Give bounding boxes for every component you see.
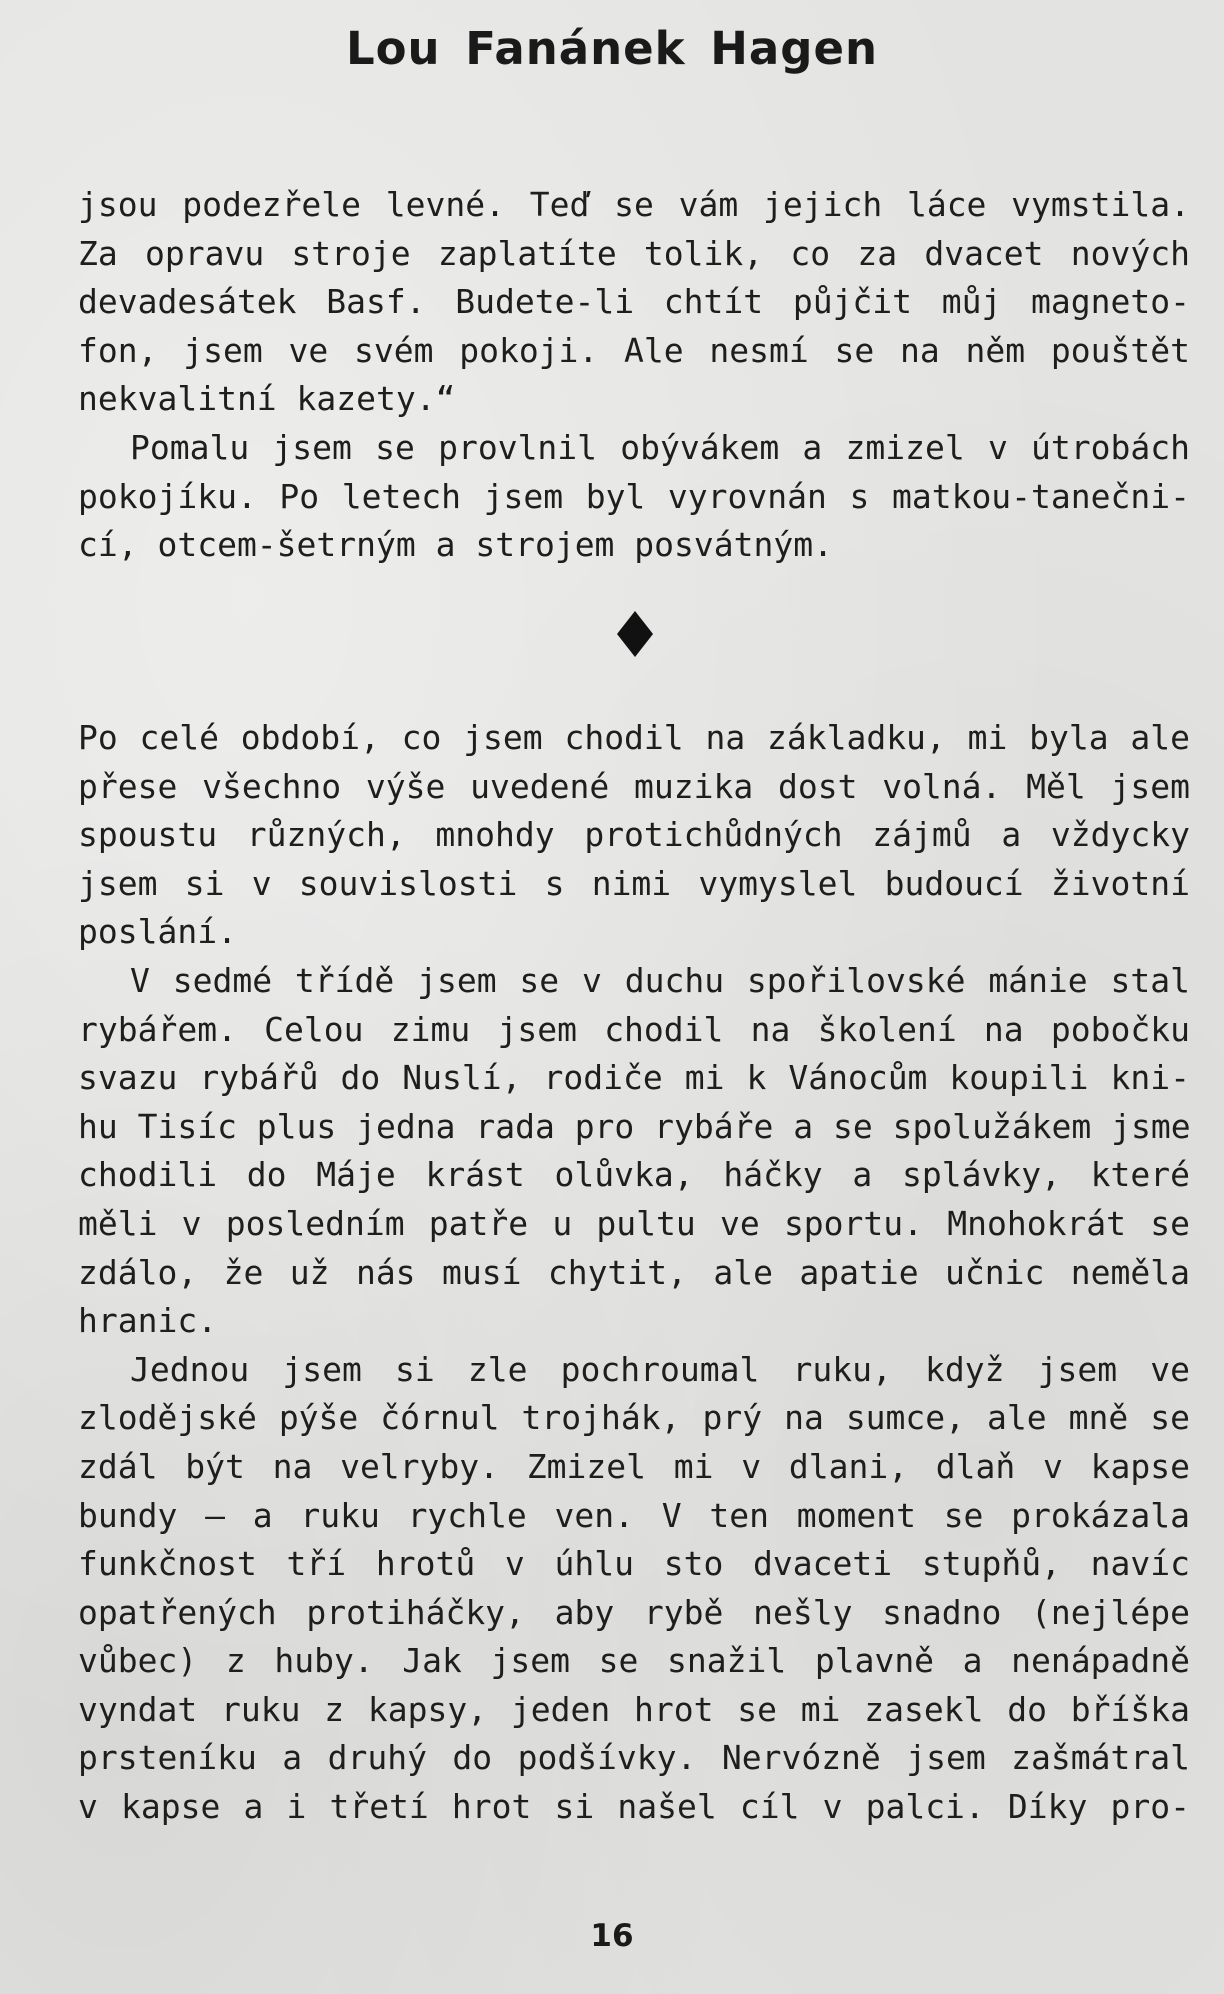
- text-line: přese všechno výše uvedené muzika dost volná. Měl jsem: [78, 766, 1190, 806]
- text-line: bundy – a ruku rychle ven. V ten moment se prokázala: [78, 1495, 1190, 1535]
- text-line: vůbec) z huby. Jak jsem se snažil plavně a nenápadně: [78, 1641, 1190, 1681]
- text-block-bottom: [78, 714, 1190, 1832]
- text-line: prsteníku a druhý do podšívky. Nervózně jsem zašmátral: [78, 1738, 1190, 1778]
- text-line: funkčnost tří hrotů v úhlu sto dvaceti stupňů, navíc: [78, 1544, 1190, 1584]
- text-line: zlodějské pýše čórnul trojhák, prý na sumce, ale mně se: [78, 1398, 1190, 1438]
- text-line: cí, otcem-šetrným a strojem posvátným.: [78, 525, 833, 565]
- text-line: svazu rybářů do Nuslí, rodiče mi k Vánocům koupili kni-: [78, 1058, 1190, 1098]
- text-line: chodili do Máje krást olůvka, háčky a splávky, které: [78, 1155, 1190, 1195]
- text-line: devadesátek Basf. Budete-li chtít půjčit můj magneto-: [78, 282, 1190, 322]
- text-line: zdál být na velryby. Zmizel mi v dlani, dlaň v kapse: [78, 1446, 1190, 1486]
- text-line: Jednou jsem si zle pochroumal ruku, když jsem ve: [130, 1349, 1190, 1389]
- text-line: Za opravu stroje zaplatíte tolik, co za dvacet nových: [78, 233, 1190, 273]
- text-block-top: [78, 181, 1190, 570]
- diamond-shape: [617, 611, 653, 657]
- text-line: zdálo, že už nás musí chytit, ale apatie učnic neměla: [78, 1252, 1190, 1292]
- text-line: jsem si v souvislosti s nimi vymyslel budoucí životní: [78, 863, 1190, 903]
- text-line: v kapse a i třetí hrot si našel cíl v palci. Díky pro-: [78, 1787, 1190, 1827]
- text-line: Pomalu jsem se provlnil obývákem a zmizel v útrobách: [130, 427, 1190, 467]
- text-line: vyndat ruku z kapsy, jeden hrot se mi zasekl do bříška: [78, 1689, 1190, 1729]
- text-line: nekvalitní kazety.“: [78, 379, 456, 419]
- text-line: Po celé období, co jsem chodil na základku, mi byla ale: [78, 718, 1190, 757]
- page-header-title: Lou Fanánek Hagen: [345, 22, 879, 75]
- diamond-icon: [617, 611, 653, 657]
- text-line: pokojíku. Po letech jsem byl vyrovnán s matkou-tanečni-: [78, 476, 1190, 516]
- text-line: V sedmé třídě jsem se v duchu spořilovské mánie stal: [130, 960, 1190, 1000]
- text-line: poslání.: [78, 912, 237, 952]
- page-number: 16: [590, 1918, 634, 1954]
- text-line: rybářem. Celou zimu jsem chodil na školení na pobočku: [78, 1009, 1190, 1049]
- text-line: fon, jsem ve svém pokoji. Ale nesmí se na něm pouštět: [78, 330, 1190, 370]
- text-line: jsou podezřele levné. Teď se vám jejich láce vymstila.: [78, 185, 1190, 224]
- text-line: spoustu různých, mnohdy protichůdných zájmů a vždycky: [78, 815, 1190, 855]
- text-line: hranic.: [78, 1301, 218, 1341]
- text-line: hu Tisíc plus jedna rada pro rybáře a se spolužákem jsme: [78, 1106, 1191, 1146]
- text-line: měli v posledním patře u pultu ve sportu. Mnohokrát se: [78, 1203, 1190, 1243]
- text-line: opatřených protiháčky, aby rybě nešly snadno (nejlépe: [78, 1592, 1190, 1632]
